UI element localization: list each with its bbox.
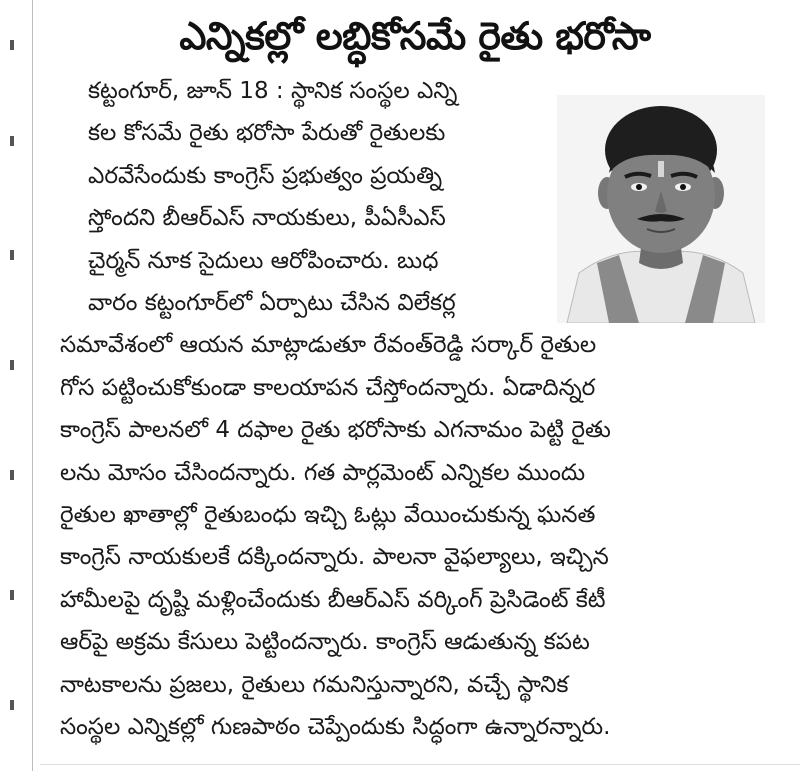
article-line: సమావేశంలో ఆయన మాట్లాడుతూ రేవంత్‌రెడ్డి సర్కార్ రైతుల [60, 332, 597, 359]
article-line: స్తోందని బీఆర్ఎస్ నాయకులు, పీఏసీఎస్ [88, 205, 446, 232]
article-headline: ఎన్నికల్లో లబ్ధికోసమే రైతు భరోసా [179, 14, 651, 58]
article-line: కట్టంగూర్, జూన్ 18 : స్థానిక సంస్థల ఎన్ని [88, 78, 458, 104]
article-line: హామీలపై దృష్టి మళ్లించేందుకు బీఆర్ఎస్ వర్కింగ్ ప్రెసిడెంట్ కేటీ [60, 586, 606, 613]
article-line: నాటకాలను ప్రజలు, రైతులు గమనిస్తున్నారని, వచ్చే స్థానిక [60, 671, 569, 698]
article-line: కాంగ్రెస్ పాలనలో 4 దఫాల రైతు భరోసాకు ఎగనామం పెట్టి రైతు [60, 417, 611, 444]
article-line: సంస్థల ఎన్నికల్లో గుణపాఠం చెప్పేందుకు సిద్ధంగా ఉన్నారన్నారు. [60, 714, 611, 740]
article-line: కల కోసమే రైతు భరోసా పేరుతో రైతులకు [88, 120, 446, 147]
article-line: లను మోసం చేసిందన్నారు. గత పార్లమెంట్ ఎన్నికల ముందు [60, 459, 586, 486]
article-line: కాంగ్రెస్ నాయకులకే దక్కిందన్నారు. పాలనా వైఫల్యాలు, ఇచ్చిన [60, 544, 609, 571]
article-line: చైర్మన్ నూక సైదులు ఆరోపించారు. బుధ [88, 247, 439, 274]
bottom-divider [40, 764, 800, 765]
article-line: రైతుల ఖాతాల్లో రైతుబంధు ఇచ్చి ఓట్లు వేయించుకున్న ఘనత [60, 502, 596, 528]
left-column-edge [0, 0, 30, 771]
column-divider [32, 0, 33, 771]
article-line: ఆర్‌పై అక్రమ కేసులు పెట్టిందన్నారు. కాంగ్రెస్ ఆడుతున్న కపట [60, 629, 590, 656]
article-line: గోస పట్టించుకోకుండా కాలయాపన చేస్తోందన్నారు. ఏడాదిన్నర [60, 374, 596, 401]
person-photo [557, 95, 765, 323]
article-line: వారం కట్టంగూర్‌లో ఏర్పాటు చేసిన విలేకర్ల [88, 290, 456, 316]
article-line: ఎరవేసేందుకు కాంగ్రెస్ ప్రభుత్వం ప్రయత్ని [88, 162, 443, 189]
